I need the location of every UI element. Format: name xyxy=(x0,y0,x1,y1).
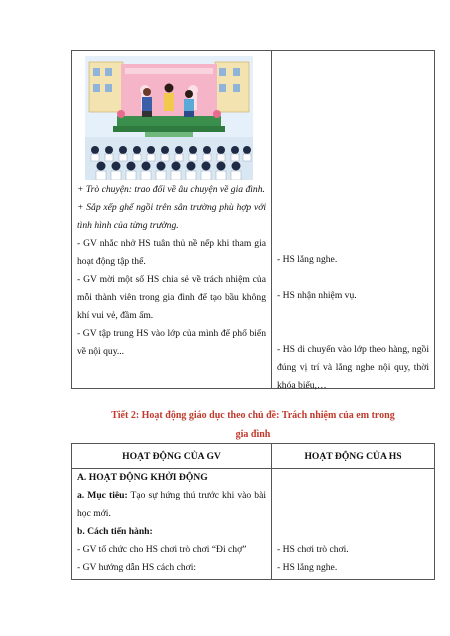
teacher-line: - GV nhắc nhở HS tuân thủ nề nếp khi tham gia hoạt động tập thể. xyxy=(77,238,266,267)
teacher-activity-cell xyxy=(72,469,272,580)
school-stage-illustration xyxy=(85,56,253,180)
lesson-heading-line1: Tiết 2: Hoạt động giáo dục theo chủ đề: Trách nhiệm của em trong xyxy=(111,410,395,421)
teacher-line: + Sắp xếp ghế ngồi trên sân trường phù hợp với tình hình của từng trường. xyxy=(77,202,266,231)
table-header-row xyxy=(72,444,434,469)
student-line: - HS nhận nhiệm vụ. xyxy=(277,290,357,301)
lesson-heading xyxy=(71,406,435,444)
table-row xyxy=(72,469,434,580)
student-step: - HS chơi trò chơi. xyxy=(277,544,349,555)
section-title: A. HOẠT ĐỘNG KHỞI ĐỘNG xyxy=(77,472,208,483)
activity-table-top xyxy=(71,50,435,389)
student-activity-cell xyxy=(272,51,434,391)
method-label: b. Cách tiến hành: xyxy=(77,526,153,537)
student-column-header: HOẠT ĐỘNG CỦA HS xyxy=(304,450,402,462)
teacher-step: - GV tổ chức cho HS chơi trò chơi “Đi chợ” xyxy=(77,544,247,555)
student-activity-cell xyxy=(272,469,434,580)
student-line: - HS lắng nghe. xyxy=(277,254,338,265)
table-row xyxy=(72,51,434,391)
activity-table-bottom xyxy=(71,443,435,580)
teacher-column-header: HOẠT ĐỘNG CỦA GV xyxy=(72,444,272,468)
student-step: - HS lắng nghe. xyxy=(277,562,338,573)
teacher-activity-cell xyxy=(72,51,272,388)
teacher-line: - GV mời một số HS chia sẻ về trách nhiệm của mỗi thành viên trong gia đình để tạo bầu không khí vui vẻ, đầm ấm. xyxy=(77,274,266,321)
goal-text: Tạo sự hứng thú trước khi vào bài học mới. xyxy=(77,490,267,519)
teacher-step: - GV hướng dẫn HS cách chơi: xyxy=(77,562,197,573)
student-line: - HS di chuyển vào lớp theo hàng, ngồi đúng vị trí và lắng nghe nội quy, thời khóa biểu,… xyxy=(277,344,429,391)
lesson-heading-line2: gia đình xyxy=(235,429,271,440)
teacher-line: - GV tập trung HS vào lớp của mình để phổ biến về nội quy... xyxy=(77,328,266,357)
teacher-line: + Trò chuyện: trao đổi về âu chuyện về gia đình. xyxy=(77,184,265,195)
goal-paragraph xyxy=(77,487,266,523)
goal-label: a. Mục tiêu: xyxy=(77,490,128,501)
